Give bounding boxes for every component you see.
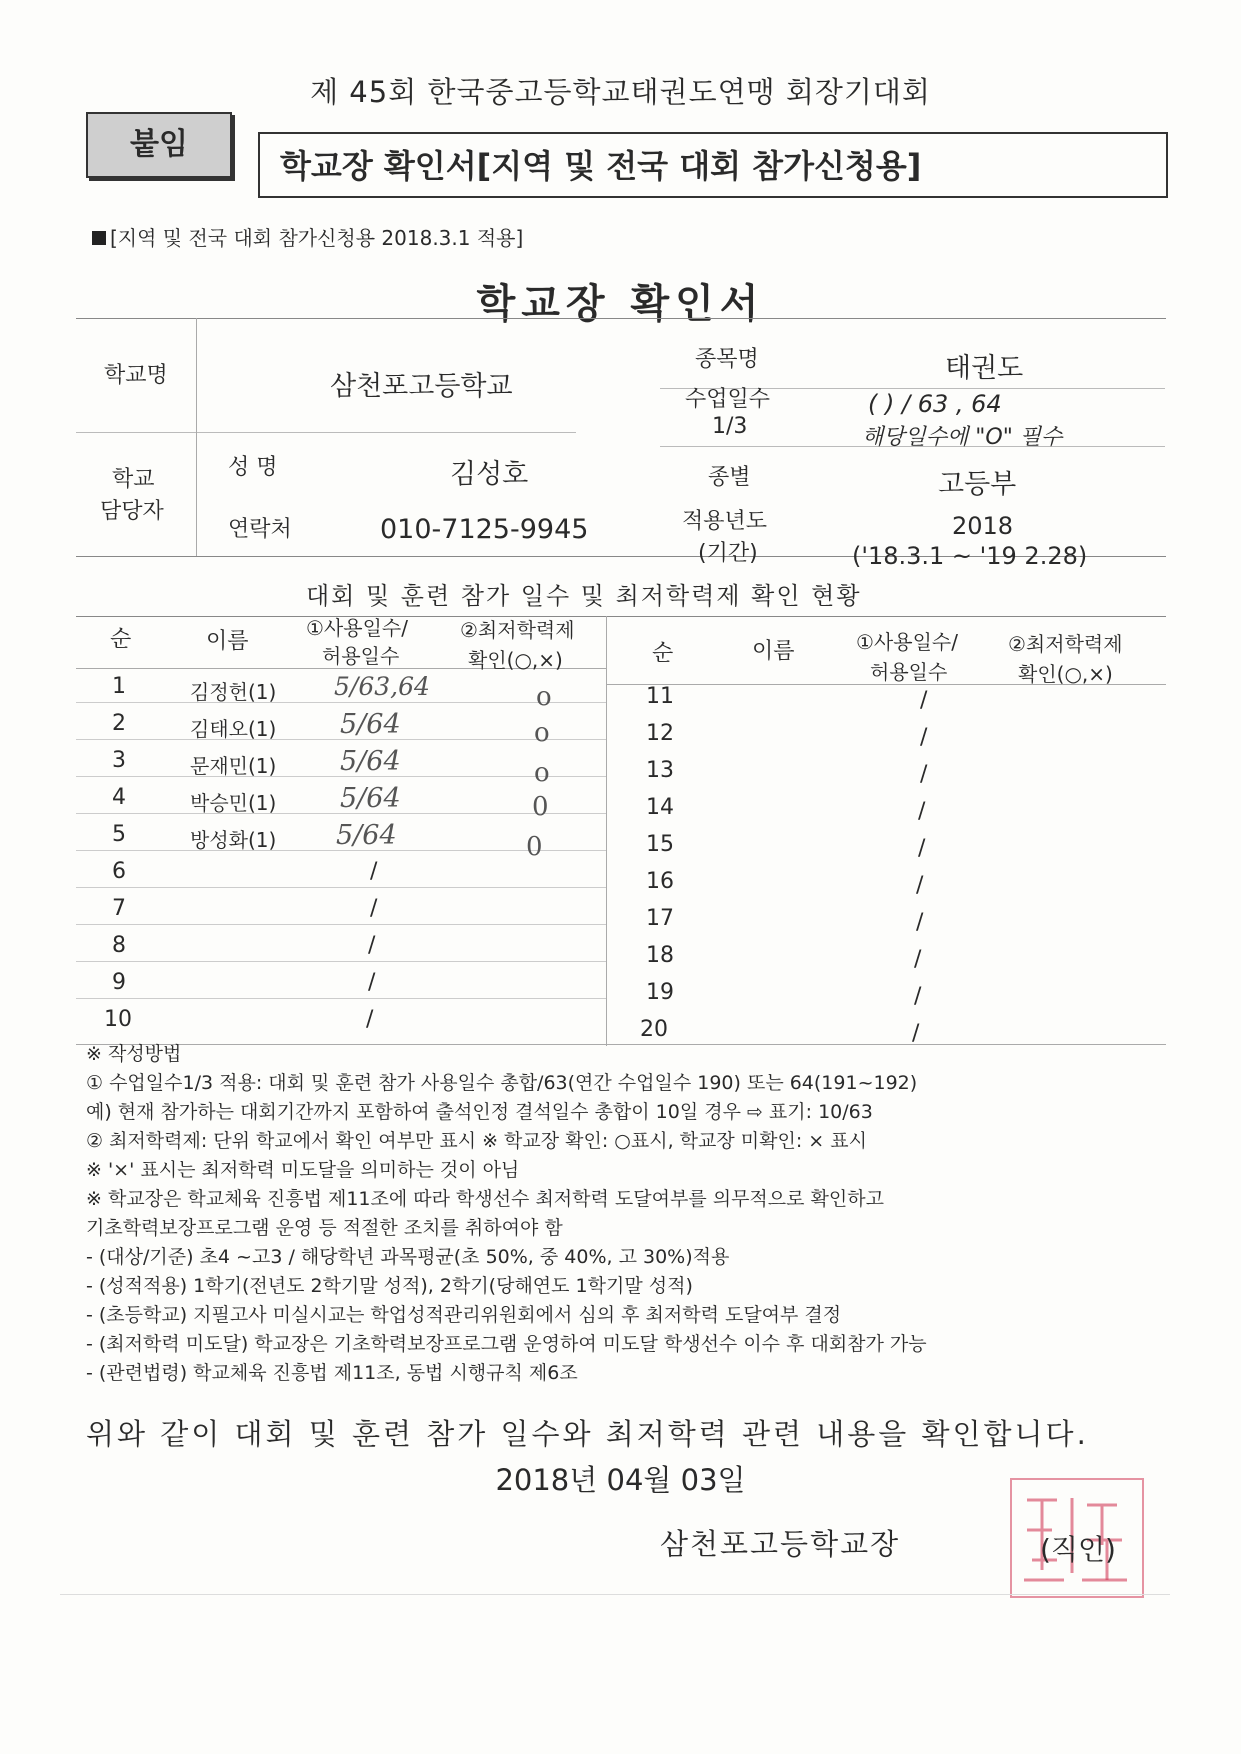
row-days: /	[912, 1021, 920, 1046]
row-no: 16	[646, 869, 674, 894]
note-line: ※ 학교장은 학교체육 진흥법 제11조에 따라 학생선수 최저학력 도달여부를 의무적으로 확인하고	[86, 1188, 884, 1210]
row-no: 3	[112, 748, 126, 773]
note-line: ※ '×' 표시는 최저학력 미도달을 의미하는 것이 아님	[86, 1159, 520, 1181]
row-days: 5/64	[340, 709, 401, 740]
row-days: /	[368, 933, 376, 958]
row-days: /	[916, 873, 924, 898]
document-date: 2018년 04월 03일	[495, 1463, 746, 1497]
square-bullet-icon	[92, 231, 106, 245]
division-value: 고등부	[938, 469, 1017, 500]
contact-label: 연락처	[228, 517, 292, 542]
row-no: 1	[112, 674, 126, 699]
row-no: 6	[112, 859, 126, 884]
info-divider	[196, 318, 197, 556]
year-period: ('18.3.1 ~ '19 2.28)	[852, 542, 1088, 570]
row-days: /	[920, 688, 928, 713]
main-title: 학교장 확인서	[476, 281, 765, 327]
row-no: 7	[112, 896, 126, 921]
days-label-2: 1/3	[712, 414, 748, 439]
info-mid-line-left	[76, 432, 576, 433]
row-check: 0	[526, 832, 543, 862]
days-label: 수업일수	[685, 387, 771, 412]
row-days: /	[918, 799, 926, 824]
table-top-line	[76, 616, 1166, 617]
row-line	[76, 702, 606, 703]
row-line	[76, 998, 606, 999]
instructions	[86, 1040, 1166, 1388]
row-days: /	[920, 725, 928, 750]
header-days1-left: ①사용일수/	[306, 616, 408, 640]
table-center-divider	[606, 616, 607, 1046]
name-value: 김성호	[450, 459, 529, 490]
header-no-right: 순	[652, 641, 674, 666]
row-line	[76, 961, 606, 962]
info-top-line	[76, 318, 1166, 319]
header-no-left: 순	[110, 627, 132, 652]
row-days: /	[368, 970, 376, 995]
note-line: - (최저학력 미도달) 학교장은 기초학력보장프로그램 운영하여 미도달 학생선수 이수 후 대회참가 가능	[86, 1333, 927, 1355]
name-label: 성 명	[228, 455, 278, 480]
row-line	[76, 887, 606, 888]
competition-title: 제 45회 한국중고등학교태권도연맹 회장기대회	[310, 75, 931, 109]
row-days: /	[914, 984, 922, 1009]
row-no: 2	[112, 711, 126, 736]
header-days2-right: 허용일수	[870, 660, 948, 684]
principal-name: 삼천포고등학교장	[660, 1527, 901, 1561]
row-check: o	[534, 758, 550, 788]
row-no: 14	[646, 795, 674, 820]
row-no: 18	[646, 943, 674, 968]
note-line: - (관련법령) 학교체육 진흥법 제11조, 동법 시행규칙 제6조	[86, 1362, 578, 1384]
school-label: 학교명	[104, 363, 168, 388]
row-days: 5/64	[336, 820, 397, 851]
row-days: 5/63,64	[334, 672, 430, 701]
row-no: 17	[646, 906, 674, 931]
row-check: 0	[532, 792, 549, 822]
header-days1-right: ①사용일수/	[856, 630, 958, 654]
year-label-2: (기간)	[698, 541, 758, 566]
row-check: o	[536, 682, 552, 712]
header-min2-right: 확인(○,×)	[1018, 662, 1113, 686]
row-line	[76, 924, 606, 925]
footer-line	[60, 1594, 1170, 1595]
note-line: ② 최저학력제: 단위 학교에서 확인 여부만 표시 ※ 학교장 확인: ○표시, 학교장 미확인: × 표시	[86, 1130, 867, 1152]
confirmation-statement: 위와 같이 대회 및 훈련 참가 일수와 최저학력 관련 내용을 확인합니다.	[86, 1417, 1089, 1451]
note-line: - (초등학교) 지필고사 미실시교는 학업성적관리위원회에서 심의 후 최저학력 도달여부 결정	[86, 1304, 842, 1326]
apply-note	[92, 222, 523, 251]
row-days: 5/64	[340, 783, 401, 814]
apply-note-text: [지역 및 전국 대회 참가신청용 2018.3.1 적용]	[110, 226, 524, 250]
row-days: /	[366, 1007, 374, 1032]
note-line: - (대상/기준) 초4 ~고3 / 해당학년 과목평균(초 50%, 중 40%, 고 30%)적용	[86, 1246, 730, 1268]
event-value: 태권도	[945, 353, 1024, 384]
header-min2-left: 확인(○,×)	[468, 648, 563, 672]
days-value: ( ) / 63 , 64	[868, 390, 1002, 418]
division-label: 종별	[708, 465, 751, 490]
row-no: 9	[112, 970, 126, 995]
row-no: 19	[646, 980, 674, 1005]
contact-value: 010-7125-9945	[380, 514, 589, 545]
header-days2-left: 허용일수	[322, 644, 400, 668]
row-days: /	[920, 762, 928, 787]
row-no: 4	[112, 785, 126, 810]
row-days: /	[916, 910, 924, 935]
note-line: - (성적적용) 1학기(전년도 2학기말 성적), 2학기(당해연도 1학기말 성적)	[86, 1275, 693, 1297]
header-min1-right: ②최저학력제	[1008, 632, 1123, 656]
event-label: 종목명	[695, 347, 759, 372]
row-no: 5	[112, 822, 126, 847]
row-days: /	[370, 896, 378, 921]
row-days: /	[918, 836, 926, 861]
row-no: 8	[112, 933, 126, 958]
row-check: o	[534, 718, 550, 748]
seal-label: (직인)	[1040, 1533, 1116, 1566]
note-line: 예) 현재 참가하는 대회기간까지 포함하여 출석인정 결석일수 총합이 10일 경우 ⇨ 표기: 10/63	[86, 1101, 873, 1123]
row-days: /	[914, 947, 922, 972]
row-no: 10	[104, 1007, 132, 1032]
note-line: ※ 작성방법	[86, 1043, 182, 1065]
row-name: 방성화(1)	[190, 828, 277, 852]
row-name: 김태오(1)	[190, 717, 277, 741]
row-name: 문재민(1)	[190, 754, 277, 778]
year-label: 적용년도	[682, 509, 768, 534]
document-box-title: 학교장 확인서[지역 및 전국 대회 참가신청용]	[258, 132, 1168, 198]
year-value: 2018	[952, 512, 1014, 540]
manager-label: 학교	[112, 467, 155, 492]
row-no: 11	[646, 684, 674, 709]
row-name: 박승민(1)	[190, 791, 277, 815]
section-title: 대회 및 훈련 참가 일수 및 최저학력제 확인 현황	[306, 582, 862, 610]
manager-label-2: 담당자	[100, 499, 164, 524]
header-min1-left: ②최저학력제	[460, 618, 575, 642]
row-no: 20	[640, 1017, 668, 1042]
school-value: 삼천포고등학교	[330, 371, 513, 402]
attachment-tag: 붙임	[86, 112, 232, 178]
row-name: 김정헌(1)	[190, 680, 277, 704]
header-name-left: 이름	[206, 629, 249, 654]
days-note: 해당일수에 "O" 필수	[862, 425, 1063, 450]
row-no: 15	[646, 832, 674, 857]
note-line: 기초학력보장프로그램 운영 등 적절한 조치를 취하여야 함	[86, 1217, 563, 1239]
header-name-right: 이름	[752, 639, 795, 664]
row-no: 12	[646, 721, 674, 746]
row-days: 5/64	[340, 746, 401, 777]
note-line: ① 수업일수1/3 적용: 대회 및 훈련 참가 사용일수 총합/63(연간 수업일수 190) 또는 64(191~192)	[86, 1072, 918, 1094]
row-no: 13	[646, 758, 674, 783]
row-days: /	[370, 859, 378, 884]
